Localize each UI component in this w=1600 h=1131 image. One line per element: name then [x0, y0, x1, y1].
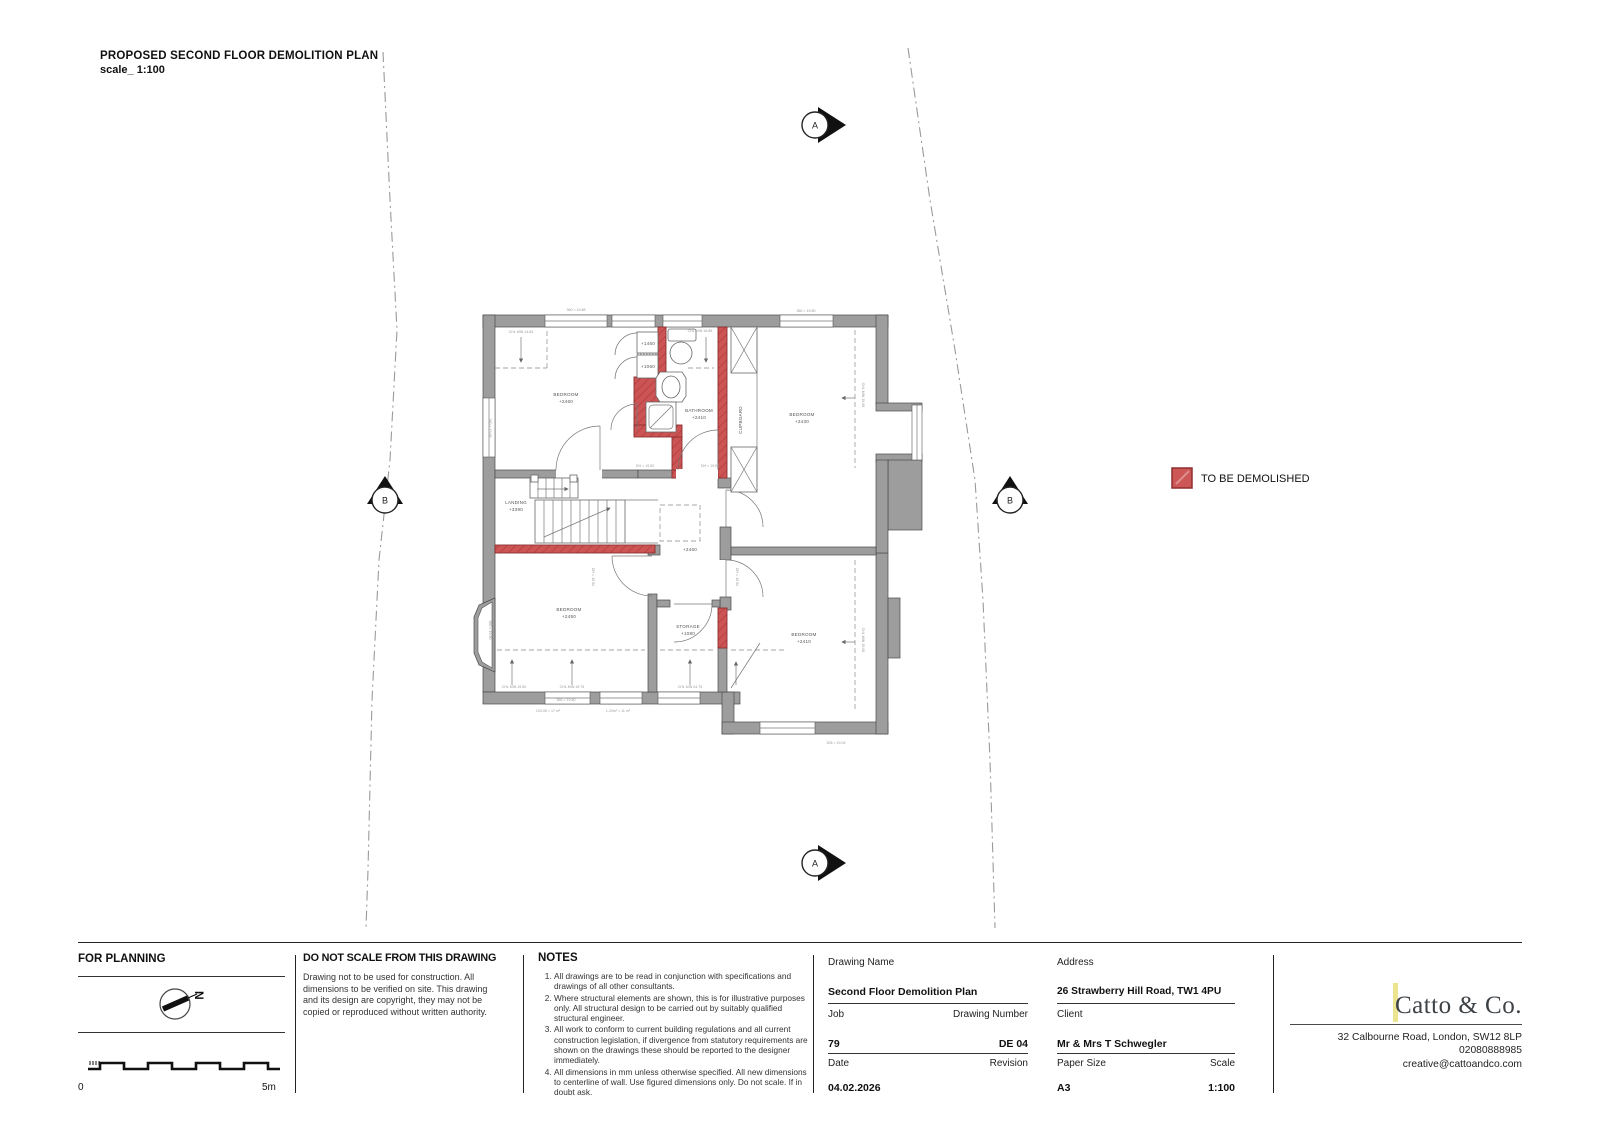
logo-email: creative@cattoandco.com: [1402, 1058, 1522, 1070]
for-planning-rule-1: [78, 976, 285, 977]
client-label: Client: [1057, 1009, 1083, 1020]
plan-annotation: CHL MIN 19.08: [861, 627, 865, 653]
job-label: Job: [828, 1009, 845, 1020]
room-label: BEDROOM +2410: [791, 632, 817, 644]
plan-annotation: CHL MIN 24.75: [677, 685, 703, 689]
divider-2: [523, 955, 524, 1093]
logo-wordmark: Catto & Co.: [1394, 992, 1522, 1019]
plan-annotation: 120.05 = 17 m²: [535, 709, 561, 713]
scale-value: 1:100: [1208, 1082, 1235, 1094]
plan-annotation: 360 = 19.88: [566, 308, 586, 312]
field-rule-4: [1057, 1053, 1235, 1054]
svg-text:A: A: [811, 858, 819, 869]
legend-demolished-label: TO BE DEMOLISHED: [1201, 473, 1310, 485]
note-item: 3. All work to conform to current building regulations and all current construction legislation, if divergence from statutory requirements are shown on the drawings these should be reported to the designer immediately.: [554, 1024, 808, 1065]
north-arrow-icon: [130, 978, 225, 1030]
plan-annotation: CHL MIN 14.84: [508, 330, 534, 334]
notes-heading: NOTES: [538, 952, 578, 964]
plan-annotation: 305 = 19.04: [826, 741, 846, 745]
divider-4: [1273, 955, 1274, 1093]
plan-annotation: CHL MIN 16.89: [687, 329, 713, 333]
plan-annotation: CHL MIN 19.75: [559, 685, 585, 689]
svg-text:B: B: [1006, 495, 1014, 506]
page-scale: scale_ 1:100: [100, 64, 165, 76]
room-label: BEDROOM +2450: [556, 607, 582, 619]
field-rule-1: [828, 1003, 1028, 1004]
svg-text:B: B: [381, 495, 389, 506]
address-value: 26 Strawberry Hill Road, TW1 4PU: [1057, 986, 1222, 997]
note-item: 2. Where structural elements are shown, this is for illustrative purposes only. All structural design to be carried out by suitably qualified structural engineer.: [554, 993, 808, 1024]
section-marker-a-bottom: [802, 845, 846, 881]
room-label: CUPBOARD: [738, 406, 743, 434]
room-label: STORAGE +1080: [676, 624, 700, 636]
logo-address: [1280, 1031, 1522, 1071]
room-label: BEDROOM +2460: [553, 392, 579, 404]
divider-3: [813, 955, 814, 1093]
job-value: 79: [828, 1038, 840, 1050]
room-label: LANDING +3390: [505, 500, 527, 512]
plan-annotation: 1.20m² = 11 m²: [605, 709, 631, 713]
drawing-name-label: Drawing Name: [828, 957, 895, 968]
svg-text:N: N: [192, 991, 206, 1000]
do-not-scale-heading: DO NOT SCALE FROM THIS DRAWING: [303, 952, 497, 964]
plan-annotation: 360 = 19.80: [556, 698, 576, 702]
section-marker-b-left: [367, 476, 403, 513]
date-label: Date: [828, 1058, 850, 1069]
plan-annotation: 360 = 19.80: [796, 309, 816, 313]
section-marker-a-top: [802, 107, 846, 143]
title-block-top-rule: [78, 942, 1522, 943]
legend: [1172, 468, 1310, 488]
logo-phone: 02080888985: [1459, 1045, 1522, 1057]
scale-bar-zero: 0: [78, 1082, 84, 1093]
svg-text:A: A: [811, 120, 819, 131]
stairs: [530, 475, 658, 543]
plan-annotation: 360 = 19.88: [488, 418, 492, 438]
logo-rule: [1290, 1024, 1522, 1025]
date-value: 04.02.2026: [828, 1082, 881, 1094]
plan-annotation: CHL MIN 19.08: [861, 382, 865, 408]
plan-annotation: DH = 19.52: [700, 464, 720, 468]
room-label: BATHROOM +2410: [685, 408, 713, 420]
plan-annotation: CHL MIN 19.50: [501, 685, 527, 689]
drawing-number-value: DE 04: [998, 1038, 1028, 1050]
page-title: PROPOSED SECOND FLOOR DEMOLITION PLAN: [100, 50, 379, 62]
plan-annotation: DH = 19.52: [591, 567, 595, 587]
scale-bar: [78, 1055, 290, 1079]
address-label: Address: [1057, 957, 1094, 968]
section-marker-b-right: [992, 476, 1028, 513]
divider-1: [295, 955, 296, 1093]
for-planning-rule-2: [78, 1032, 285, 1033]
scale-label: Scale: [1209, 1058, 1235, 1069]
field-rule-2: [828, 1053, 1028, 1054]
paper-size-label: Paper Size: [1057, 1058, 1106, 1069]
plan-annotation: DH = 19.52: [735, 567, 739, 587]
notes-list: [540, 971, 808, 1098]
note-item: 1. All drawings are to be read in conjunction with specifications and drawings of all other consultants.: [554, 971, 808, 992]
do-not-scale-body: Drawing not to be used for construction. All dimensions to be verified on site. This drawing and its design are copyright, they may not be copied or reproduced without written authority.: [303, 972, 488, 1017]
paper-size-value: A3: [1057, 1082, 1071, 1094]
revision-label: Revision: [989, 1058, 1028, 1069]
room-label: +2460: [683, 547, 697, 552]
room-label: +1460: [641, 341, 655, 346]
scale-bar-five: 5m: [262, 1082, 276, 1093]
field-rule-3: [1057, 1003, 1235, 1004]
drawing-name-value: Second Floor Demolition Plan: [828, 986, 978, 998]
drawing-number-label: Drawing Number: [952, 1009, 1028, 1020]
logo-address-line1: 32 Calbourne Road, London, SW12 8LP: [1337, 1032, 1522, 1043]
for-planning-heading: FOR PLANNING: [78, 953, 166, 965]
plan-annotation: 360 = 19.80: [488, 620, 492, 640]
client-value: Mr & Mrs T Schwegler: [1057, 1038, 1167, 1050]
plan-annotation: DH = 19.52: [635, 464, 655, 468]
room-label: +1060: [641, 364, 655, 369]
plan-annotation: 300 = 19.95: [826, 727, 846, 731]
note-item: 4. All dimensions in mm unless otherwise specified. All new dimensions to centerline of wall. Use figured dimensions only. Do not scale. If in doubt ask.: [554, 1067, 808, 1098]
room-label: BEDROOM +2430: [789, 412, 815, 424]
